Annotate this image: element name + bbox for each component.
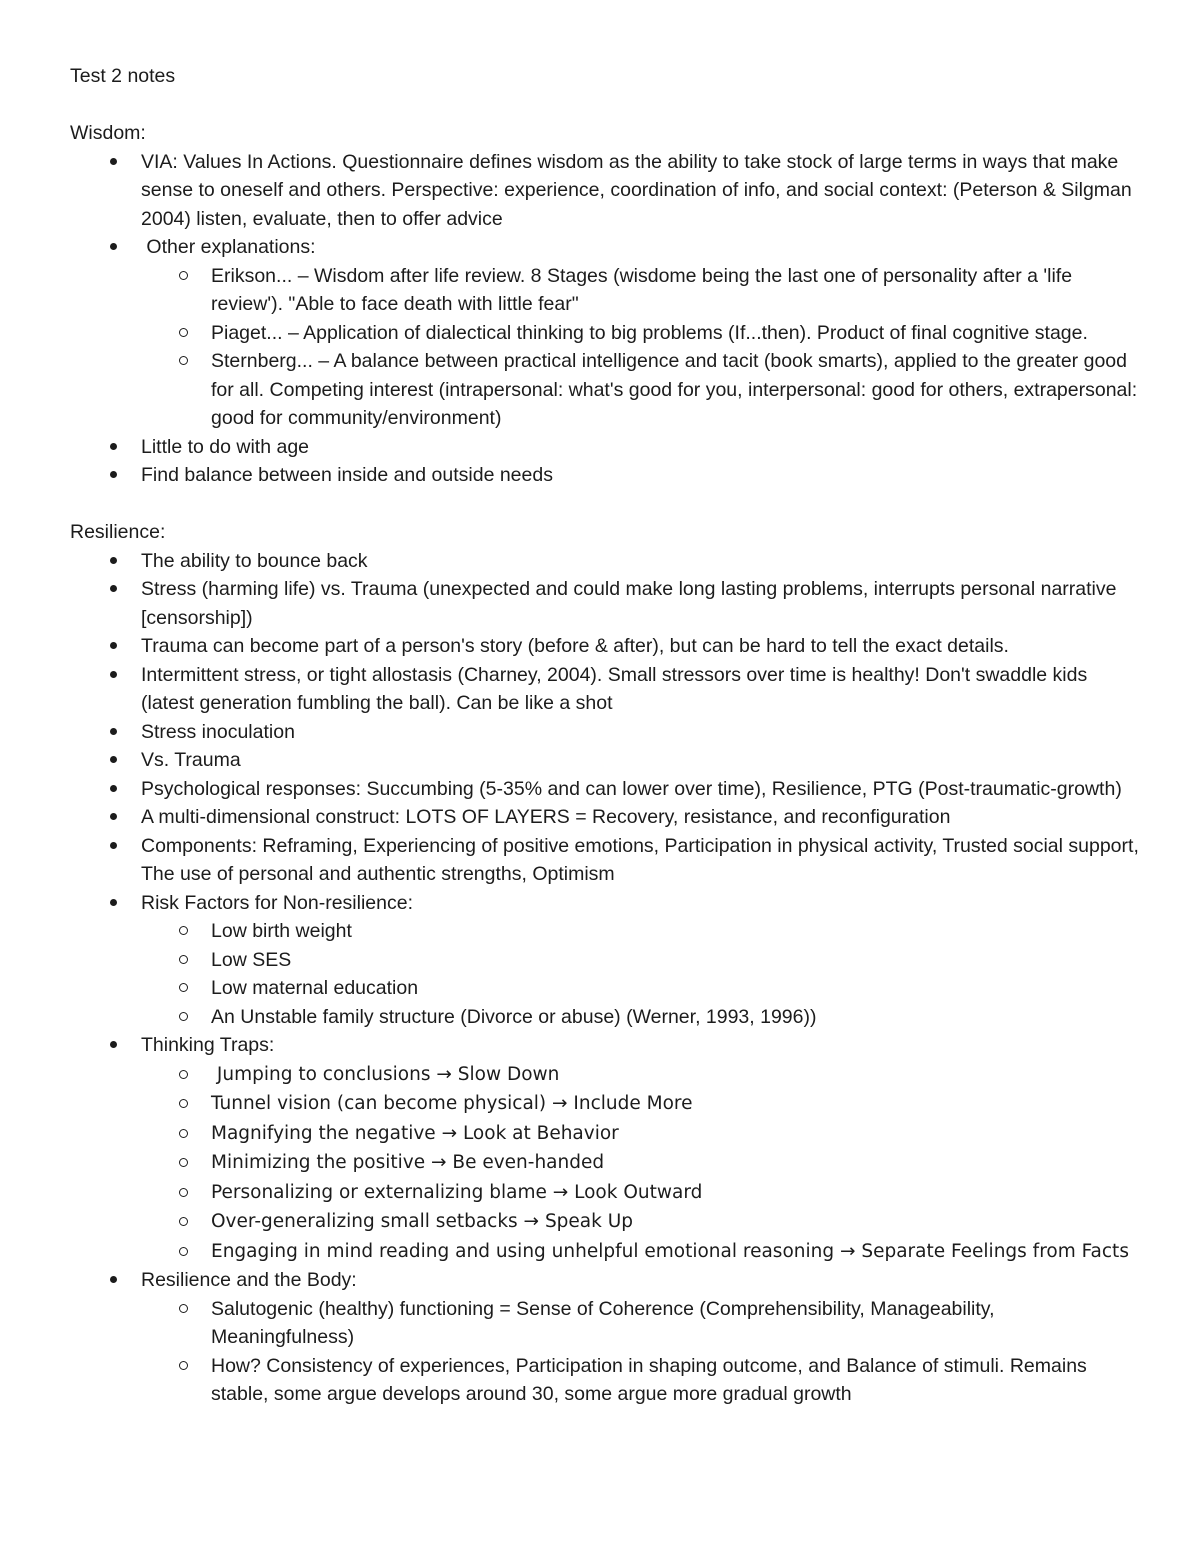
- list-item: [70, 1031, 1140, 1266]
- sub-list-item: Low SES: [70, 946, 1140, 975]
- sub-list-item: An Unstable family structure (Divorce or abuse) (Werner, 1993, 1996)): [70, 1003, 1140, 1032]
- sub-list-item: Low maternal education: [70, 974, 1140, 1003]
- document-page: [70, 62, 1144, 1409]
- sub-list-item: Magnifying the negative → Look at Behavior: [70, 1119, 1140, 1149]
- sub-list-item: Tunnel vision (can become physical) → Include More: [70, 1089, 1140, 1119]
- list-item-text: Vs. Trauma: [141, 749, 241, 771]
- list-item-text: Intermittent stress, or tight allostasis (Charney, 2004). Small stressors over time is healthy! Don't swaddle kids (latest generation fumbling the ball). Can be like a shot: [141, 663, 1093, 714]
- list-item-text: Stress inoculation: [141, 720, 295, 743]
- list-item: [70, 233, 1143, 433]
- list-item: [70, 148, 1140, 234]
- list-item-text: Find balance between inside and outside needs: [141, 464, 553, 486]
- sub-list-item: Piaget... – Application of dialectical thinking to big problems (If...then). Product of final cognitive stage.: [70, 319, 1140, 348]
- list-item: [70, 746, 1140, 775]
- blank-line: [70, 490, 1140, 519]
- list-item: [70, 1266, 1140, 1409]
- list-item: [70, 461, 1140, 490]
- list-item: [70, 661, 1140, 718]
- list-item: [70, 775, 1140, 804]
- bullet-list: [70, 148, 1143, 490]
- bullet-list: [70, 547, 1144, 1409]
- list-item-text: Thinking Traps:: [141, 1034, 275, 1056]
- list-item: [70, 632, 1140, 661]
- sub-list-item: Personalizing or externalizing blame → Look Outward: [70, 1178, 1140, 1208]
- list-item-text: Components: Reframing, Experiencing of positive emotions, Participation in physical activity, Trusted social support, The use of personal and authentic strengths, Optimism: [141, 834, 1144, 885]
- sub-list-item: Sternberg... – A balance between practical intelligence and tacit (book smarts), applied to the greater good for all. Competing interest (intrapersonal: what's good for you, interpersonal: good for others, extrapersonal: good for community/environment): [70, 347, 1140, 433]
- list-item-text: Psychological responses: Succumbing (5-35% and can lower over time), Resilience, PTG (Post-traumatic-growth): [141, 777, 1122, 800]
- list-item: [70, 718, 1140, 747]
- list-item: [70, 889, 1140, 1032]
- sub-list: [141, 1060, 1140, 1267]
- list-item: [70, 803, 1140, 832]
- notes-body: [70, 119, 1144, 1409]
- list-item-text: Risk Factors for Non-resilience:: [141, 891, 413, 914]
- blank-line: [70, 91, 1140, 120]
- list-item-text: Other explanations:: [141, 236, 316, 258]
- sub-list: [141, 1295, 1140, 1409]
- sub-list-item: Over-generalizing small setbacks → Speak Up: [70, 1207, 1140, 1237]
- list-item: [70, 575, 1140, 632]
- list-item-text: Resilience and the Body:: [141, 1269, 357, 1291]
- document-title: Test 2 notes: [70, 65, 176, 87]
- sub-list-item: Minimizing the positive → Be even-handed: [70, 1148, 1140, 1178]
- list-item-text: The ability to bounce back: [141, 549, 368, 572]
- list-item: [70, 832, 1144, 889]
- sub-list-item: Salutogenic (healthy) functioning = Sense of Coherence (Comprehensibility, Manageability, Meaningfulness): [70, 1295, 1140, 1352]
- list-item-text: Stress (harming life) vs. Trauma (unexpected and could make long lasting problems, interrupts personal narrative [censorship]): [141, 578, 1122, 629]
- sub-list-item: Erikson... – Wisdom after life review. 8 Stages (wisdome being the last one of personality after a 'life review'). "Able to face death with little fear": [70, 262, 1140, 319]
- sub-list-item: Low birth weight: [70, 917, 1140, 946]
- section-heading: Wisdom:: [70, 122, 146, 144]
- list-item: [70, 433, 1140, 462]
- list-item-text: Trauma can become part of a person's story (before & after), but can be hard to tell the exact details.: [141, 635, 1009, 657]
- sub-list-item: How? Consistency of experiences, Participation in shaping outcome, and Balance of stimuli. Remains stable, some argue develops around 30, some argue more gradual growth: [70, 1352, 1140, 1409]
- list-item-text: VIA: Values In Actions. Questionnaire defines wisdom as the ability to take stock of large terms in ways that make sense to oneself and others. Perspective: experience, coordination of info, and social context: (Peterson & Silgman 2004) listen, evaluate, then to offer advice: [141, 150, 1138, 230]
- section-heading: Resilience:: [70, 521, 166, 543]
- sub-list-item: Engaging in mind reading and using unhelpful emotional reasoning → Separate Feelings from Facts: [70, 1237, 1140, 1267]
- list-item-text: A multi-dimensional construct: LOTS OF LAYERS = Recovery, resistance, and reconfiguration: [141, 806, 951, 828]
- sub-list-item: Jumping to conclusions → Slow Down: [70, 1060, 1140, 1090]
- sub-list: [141, 917, 1140, 1031]
- sub-list: [141, 262, 1143, 433]
- list-item-text: Little to do with age: [141, 435, 310, 458]
- list-item: [70, 547, 1140, 576]
